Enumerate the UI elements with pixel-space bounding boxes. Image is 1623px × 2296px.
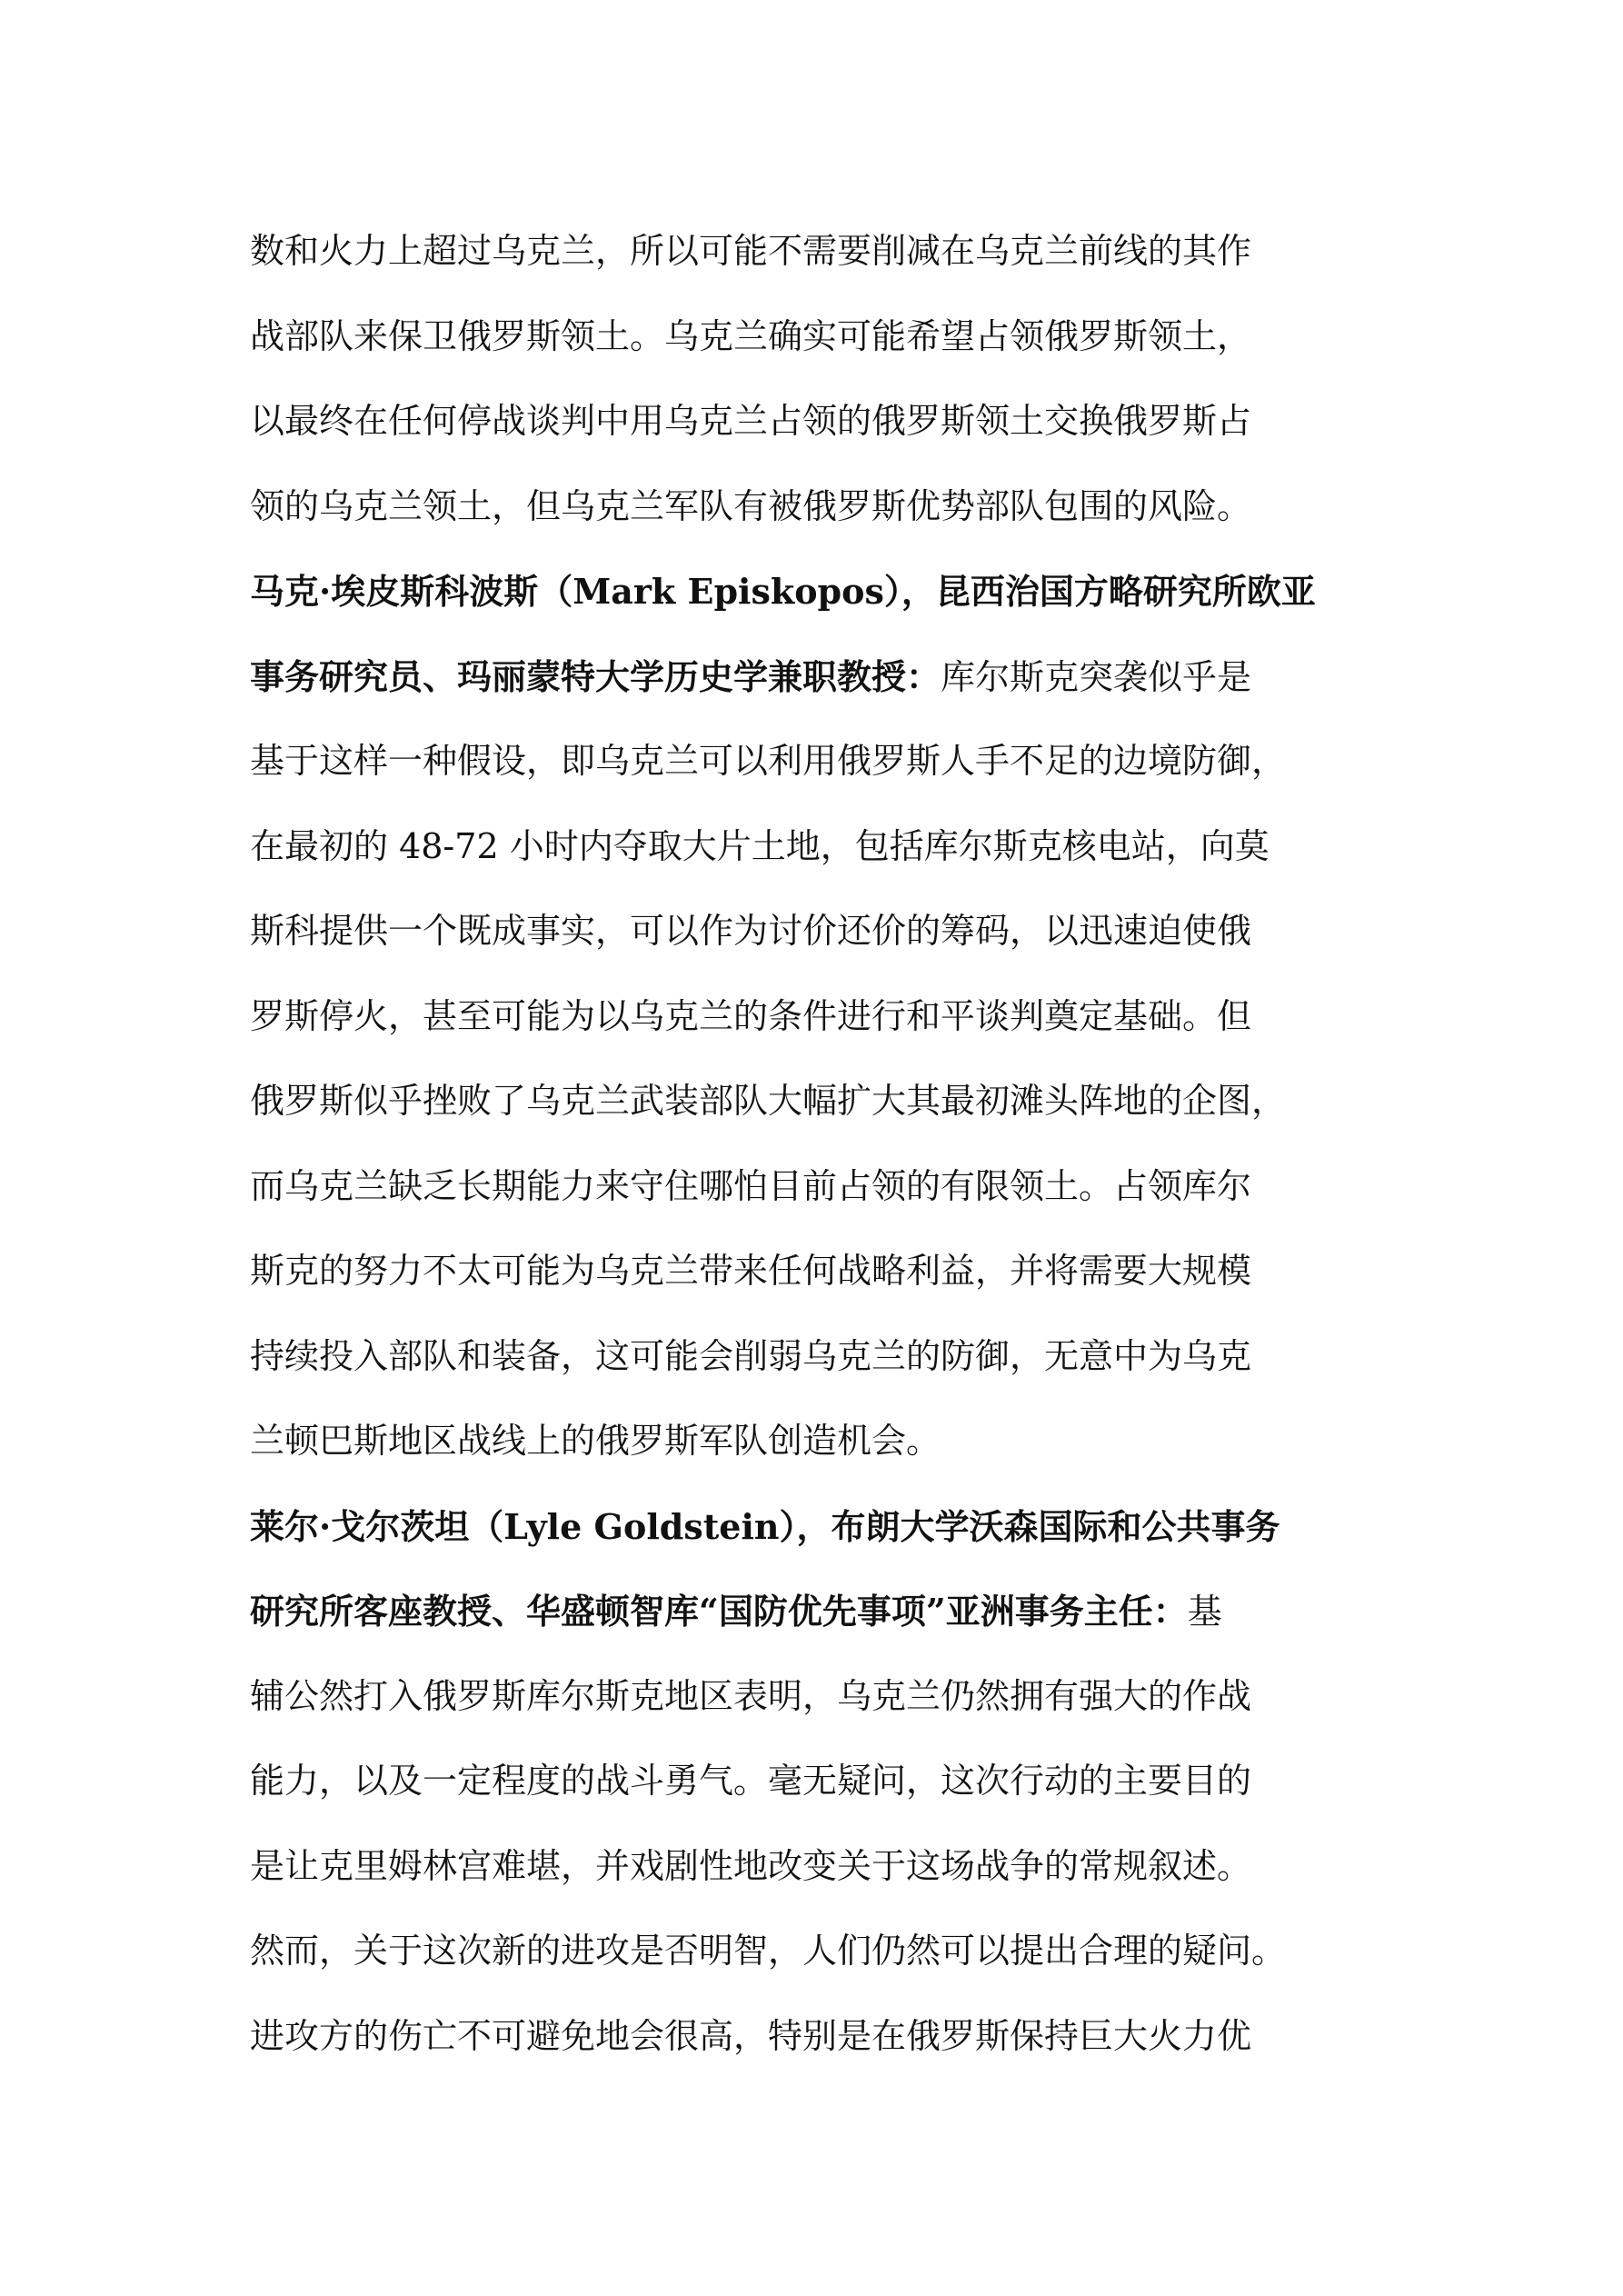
paragraph-continuation	[250, 209, 1377, 549]
text-line: 然而，关于这次新的进攻是否明智，人们仍然可以提出合理的疑问。	[250, 1931, 1287, 1971]
speaker-name-line: 莱尔·戈尔茨坦（Lyle Goldstein），布朗大学沃森国际和公共事务	[250, 1505, 1280, 1547]
speaker-title-line	[250, 1569, 1377, 1654]
text-line: 是让克里姆林宫难堪，并戏剧性地改变关于这场战争的常规叙述。	[250, 1845, 1252, 1886]
document-page	[250, 209, 1377, 2079]
text-line: 进攻方的伤亡不可避免地会很高，特别是在俄罗斯保持巨大火力优	[250, 2015, 1252, 2056]
text-line: 辅公然打入俄罗斯库尔斯克地区表明，乌克兰仍然拥有强大的作战	[250, 1675, 1252, 1716]
quote-start: 基	[1187, 1592, 1222, 1632]
paragraph-goldstein	[250, 1484, 1377, 2080]
text-line: 数和火力上超过乌克兰，所以可能不需要削减在乌克兰前线的其作	[250, 231, 1252, 271]
text-line: 基于这样一种假设，即乌克兰可以利用俄罗斯人手不足的边境防御，	[250, 741, 1287, 781]
text-line: 斯科提供一个既成事实，可以作为讨价还价的筹码，以迅速迫使俄	[250, 911, 1252, 951]
text-line: 以最终在任何停战谈判中用乌克兰占领的俄罗斯领土交换俄罗斯占	[250, 401, 1252, 441]
text-line: 俄罗斯似乎挫败了乌克兰武装部队大幅扩大其最初滩头阵地的企图，	[250, 1081, 1287, 1121]
quote-start: 库尔斯克突袭似乎是	[941, 656, 1252, 697]
text-line: 兰顿巴斯地区战线上的俄罗斯军队创造机会。	[250, 1421, 941, 1461]
paragraph-episkopos	[250, 549, 1377, 1484]
text-line: 领的乌克兰领土，但乌克兰军队有被俄罗斯优势部队包围的风险。	[250, 485, 1252, 526]
text-line: 战部队来保卫俄罗斯领土。乌克兰确实可能希望占领俄罗斯领土，	[250, 315, 1252, 356]
text-line: 罗斯停火，甚至可能为以乌克兰的条件进行和平谈判奠定基础。但	[250, 995, 1252, 1036]
speaker-title: 事务研究员、玛丽蒙特大学历史学兼职教授：	[250, 655, 941, 697]
speaker-title: 研究所客座教授、华盛顿智库“国防优先事项”亚洲事务主任：	[250, 1591, 1188, 1632]
speaker-name-line: 马克·埃皮斯科波斯（Mark Episkopos），昆西治国方略研究所欧亚	[250, 571, 1316, 612]
speaker-title-line	[250, 634, 1377, 720]
text-line: 在最初的 48-72 小时内夺取大片土地，包括库尔斯克核电站，向莫	[250, 825, 1270, 866]
text-line: 而乌克兰缺乏长期能力来守住哪怕目前占领的有限领土。占领库尔	[250, 1165, 1252, 1206]
text-line: 能力，以及一定程度的战斗勇气。毫无疑问，这次行动的主要目的	[250, 1761, 1252, 1801]
text-line: 斯克的努力不太可能为乌克兰带来任何战略利益，并将需要大规模	[250, 1251, 1252, 1291]
text-line: 持续投入部队和装备，这可能会削弱乌克兰的防御，无意中为乌克	[250, 1335, 1252, 1376]
